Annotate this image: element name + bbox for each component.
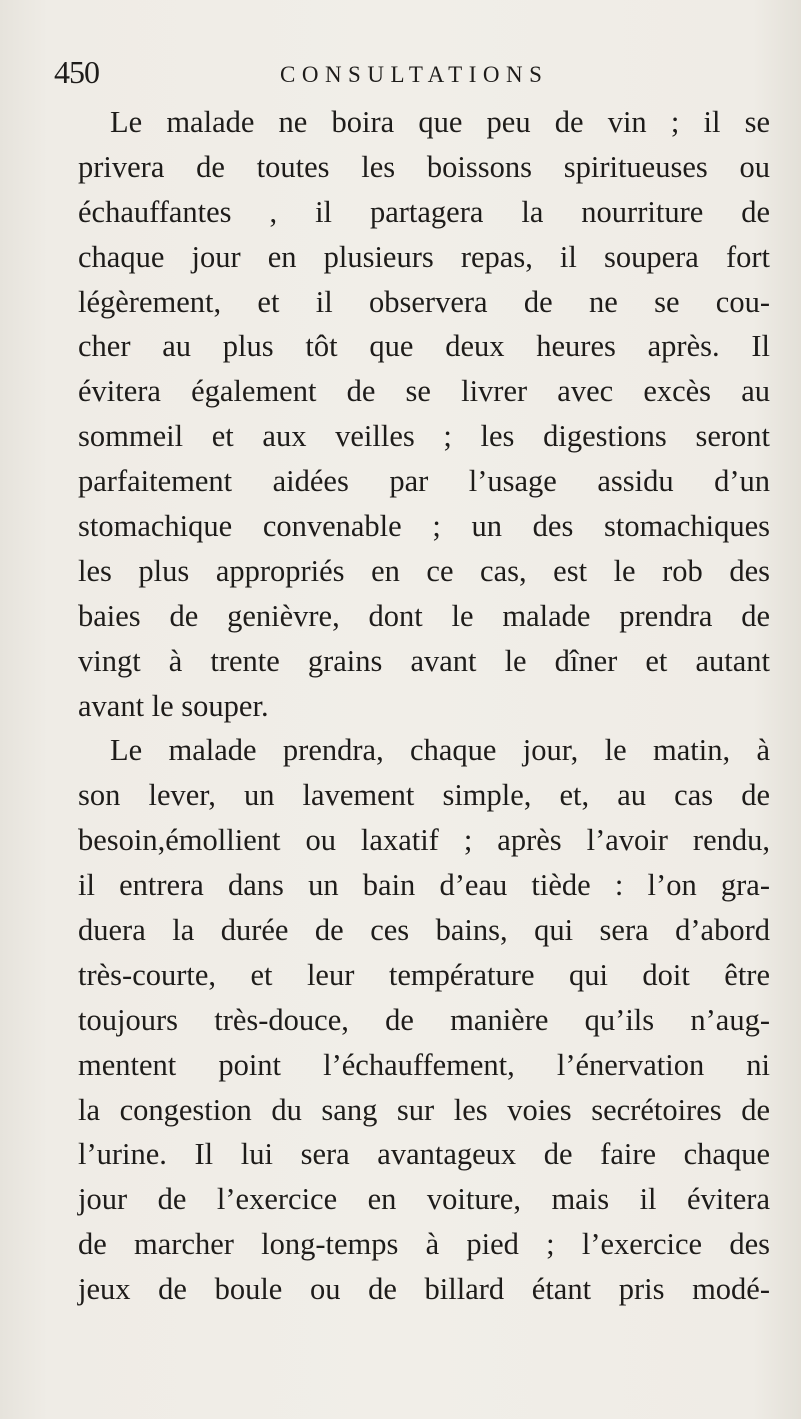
text-line: parfaitement aidées par l’usage assidu d’un [78,464,770,499]
text-line: cher au plus tôt que deux heures après. Il [78,329,770,364]
body-text [78,100,770,1312]
text-line: mentent point l’échauffement, l’énervation ni [78,1047,770,1082]
text-line: stomachique convenable ; un des stomachiques [78,509,770,544]
text-line: la congestion du sang sur les voies secrétoires de [78,1092,770,1127]
text-line: jeux de boule ou de billard étant pris modé- [78,1272,770,1307]
text-line: les plus appropriés en ce cas, est le rob des [78,553,770,588]
text-line: toujours très-douce, de manière qu’ils n’aug- [78,1002,770,1037]
text-line: vingt à trente grains avant le dîner et autant [78,643,770,678]
text-line: de marcher long-temps à pied ; l’exercice des [78,1227,770,1262]
running-title: CONSULTATIONS [280,62,549,87]
text-line: jour de l’exercice en voiture, mais il évitera [78,1182,770,1217]
text-line: sommeil et aux veilles ; les digestions seront [78,419,770,454]
text-line: évitera également de se livrer avec excès au [78,374,770,409]
text-line: Le malade prendra, chaque jour, le matin, à [110,733,770,768]
text-line: très-courte, et leur température qui doit être [78,957,770,992]
page-header [0,52,801,96]
page-number: 450 [54,54,99,90]
text-line: chaque jour en plusieurs repas, il soupera fort [78,239,770,274]
text-line: il entrera dans un bain d’eau tiède : l’on gra- [78,868,770,903]
text-line: duera la durée de ces bains, qui sera d’abord [78,913,770,948]
text-line: Le malade ne boira que peu de vin ; il se [110,105,770,139]
text-line: échauffantes , il partagera la nourriture de [78,194,770,229]
text-line: besoin,émollient ou laxatif ; après l’avoir rendu, [78,823,770,858]
text-line: privera de toutes les boissons spiritueuses ou [78,149,770,184]
text-line: baies de genièvre, dont le malade prendra de [78,598,770,633]
text-line: son lever, un lavement simple, et, au cas de [78,778,770,813]
text-line: l’urine. Il lui sera avantageux de faire chaque [78,1137,770,1172]
text-line: légèrement, et il observera de ne se cou- [78,284,770,319]
text-line: avant le souper. [78,688,269,723]
